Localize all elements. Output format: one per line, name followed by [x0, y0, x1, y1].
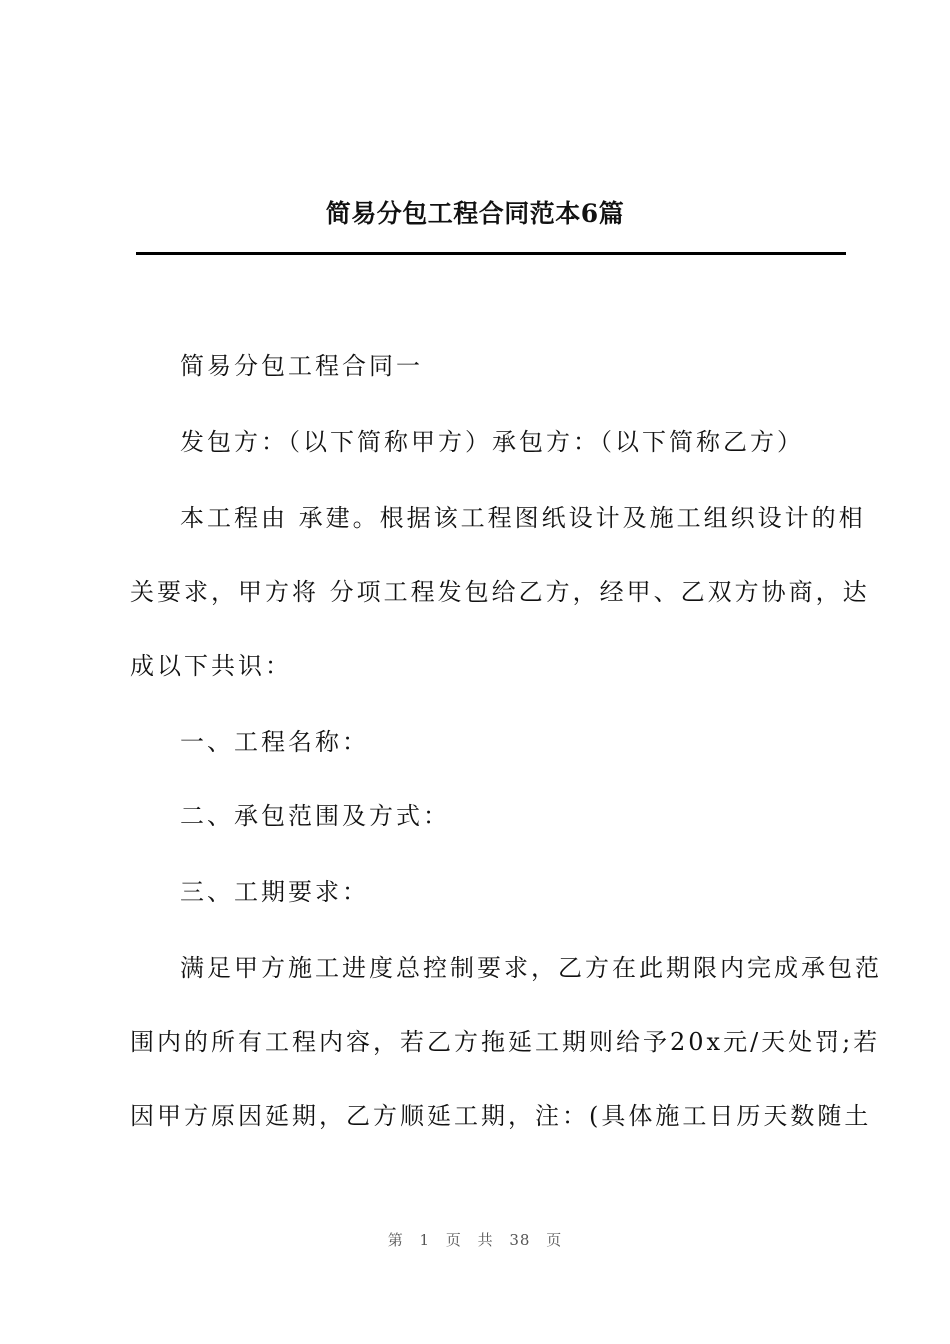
section-heading: 简易分包工程合同一 — [180, 352, 423, 380]
clause-heading: 一、工程名称： — [180, 728, 369, 756]
paragraph-line: 围内的所有工程内容，若乙方拖延工期则给予20x元/天处罚;若 — [130, 1028, 881, 1056]
paragraph-line: 因甲方原因延期，乙方顺延工期，注：(具体施工日历天数随土 — [130, 1102, 872, 1130]
clause-heading: 二、承包范围及方式： — [180, 802, 450, 830]
title-underline — [136, 252, 846, 255]
page-number-footer: 第 1 页 共 38 页 — [387, 1231, 563, 1249]
paragraph-line: 本工程由 承建。根据该工程图纸设计及施工组织设计的相 — [180, 504, 866, 532]
document-title: 简易分包工程合同范本6篇 — [325, 199, 625, 228]
paragraph-line: 满足甲方施工进度总控制要求，乙方在此期限内完成承包范 — [180, 954, 882, 982]
paragraph-line: 成以下共识： — [130, 652, 292, 680]
clause-heading: 三、工期要求： — [180, 878, 369, 906]
parties-line: 发包方：（以下简称甲方）承包方：（以下简称乙方） — [180, 428, 804, 456]
paragraph-line: 关要求，甲方将 分项工程发包给乙方，经甲、乙双方协商，达 — [130, 578, 870, 606]
